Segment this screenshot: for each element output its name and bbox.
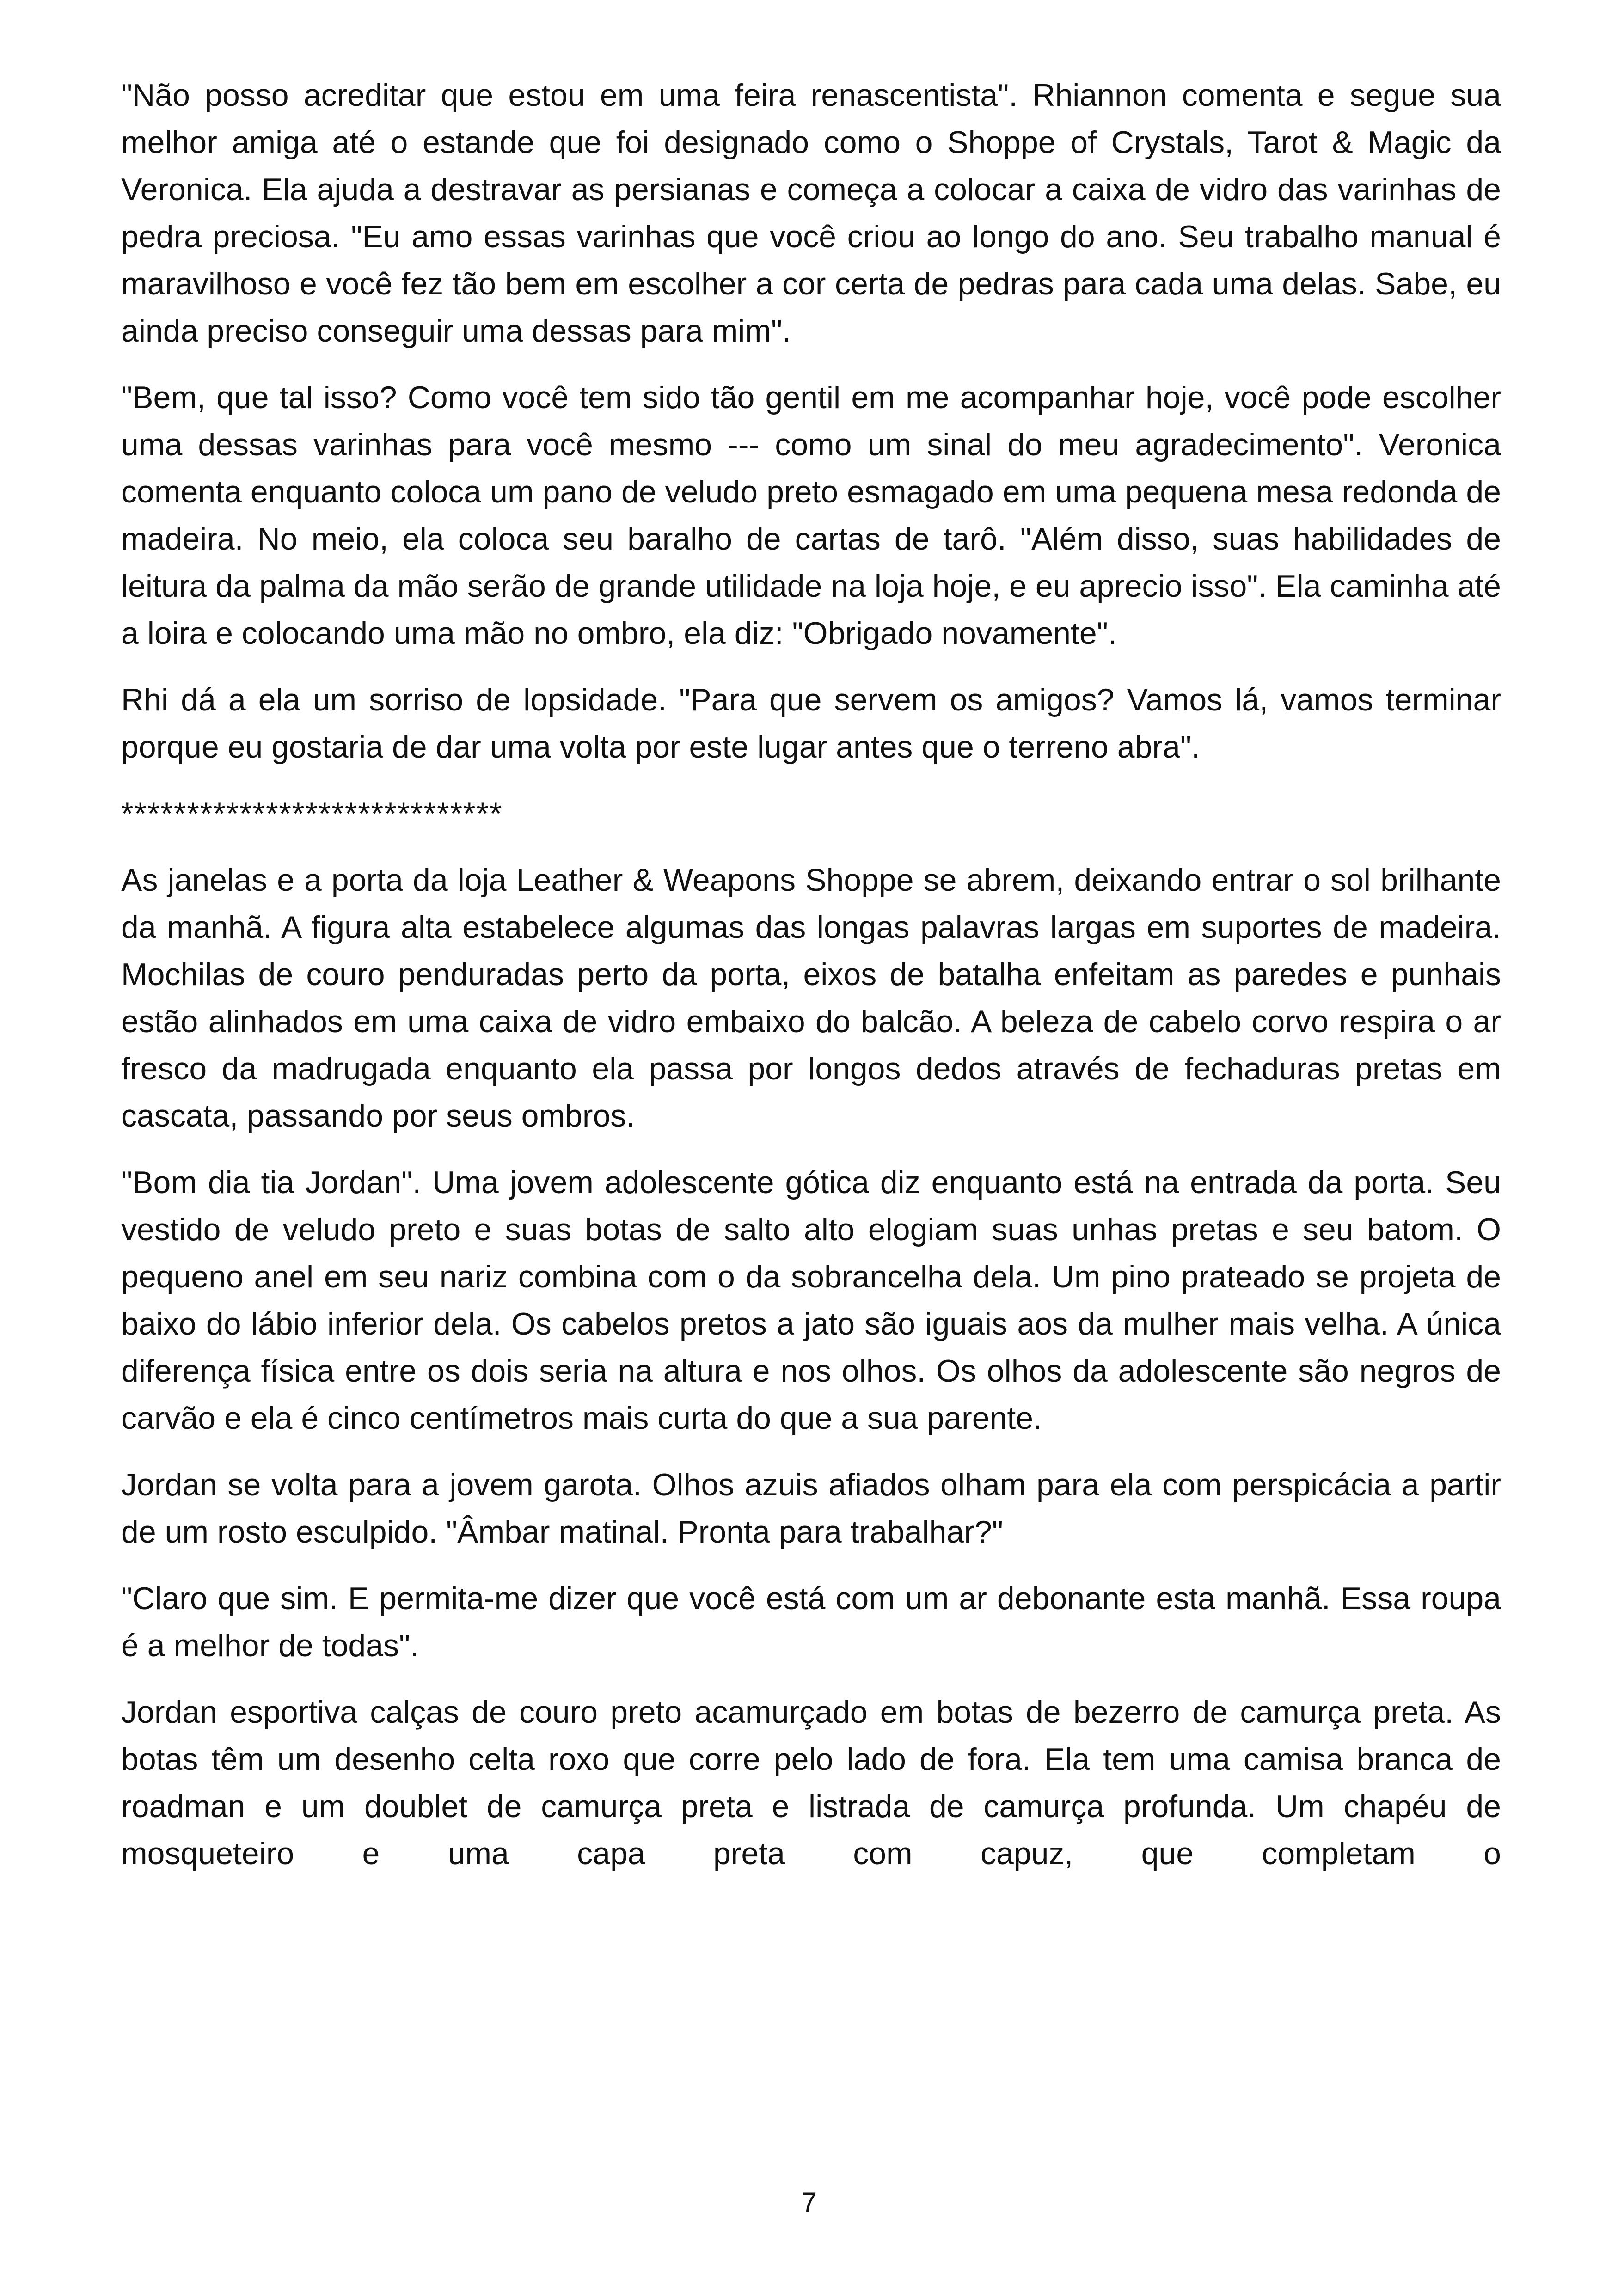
paragraph-6: Jordan se volta para a jovem garota. Olhos azuis afiados olham para ela com perspicácia a partir de um rosto esculpido. "Âmbar matinal. Pronta para trabalhar?" — [121, 1467, 1501, 1549]
section-separator: ***************************** — [121, 796, 503, 831]
page-number: 7 — [801, 2187, 817, 2218]
paragraph-7: "Claro que sim. E permita-me dizer que você está com um ar debonante esta manhã. Essa roupa é a melhor de todas". — [121, 1581, 1501, 1663]
paragraph-8: Jordan esportiva calças de couro preto acamurçado em botas de bezerro de camurça preta. As botas têm um desenho celta roxo que corre pelo lado de fora. Ela tem uma camisa branca de roadman e um doublet de camurça preta e listrada de camurça profunda. Um chapéu de mosqueteiro e uma capa preta com capuz, que completam o — [121, 1695, 1501, 1871]
document-page-body — [121, 72, 1501, 1897]
paragraph-2: "Bem, que tal isso? Como você tem sido tão gentil em me acompanhar hoje, você pode escolher uma dessas varinhas para você mesmo --- como um sinal do meu agradecimento". Veronica comenta enquanto coloca um pano de veludo preto esmagado em uma pequena mesa redonda de madeira. No meio, ela coloca seu baralho de cartas de tarô. "Além disso, suas habilidades de leitura da palma da mão serão de grande utilidade na loja hoje, e eu aprecio isso". Ela caminha até a loira e colocando uma mão no ombro, ela diz: "Obrigado novamente". — [121, 380, 1501, 651]
paragraph-5: "Bom dia tia Jordan". Uma jovem adolescente gótica diz enquanto está na entrada da porta. Seu vestido de veludo preto e suas botas de salto alto elogiam suas unhas pretas e seu batom. O pequeno anel em seu nariz combina com o da sobrancelha dela. Um pino prateado se projeta de baixo do lábio inferior dela. Os cabelos pretos a jato são iguais aos da mulher mais velha. A única diferença física entre os dois seria na altura e nos olhos. Os olhos da adolescente são negros de carvão e ela é cinco centímetros mais curta do que a sua parente. — [121, 1165, 1501, 1436]
paragraph-3: Rhi dá a ela um sorriso de lopsidade. "Para que servem os amigos? Vamos lá, vamos terminar porque eu gostaria de dar uma volta por este lugar antes que o terreno abra". — [121, 682, 1501, 765]
paragraph-4: As janelas e a porta da loja Leather & Weapons Shoppe se abrem, deixando entrar o sol brilhante da manhã. A figura alta estabelece algumas das longas palavras largas em suportes de madeira. Mochilas de couro penduradas perto da porta, eixos de batalha enfeitam as paredes e punhais estão alinhados em uma caixa de vidro embaixo do balcão. A beleza de cabelo corvo respira o ar fresco da madrugada enquanto ela passa por longos dedos através de fechaduras pretas em cascata, passando por seus ombros. — [121, 863, 1501, 1133]
paragraph-1: "Não posso acreditar que estou em uma feira renascentista". Rhiannon comenta e segue sua melhor amiga até o estande que foi designado como o Shoppe of Crystals, Tarot & Magic da Veronica. Ela ajuda a destravar as persianas e começa a colocar a caixa de vidro das varinhas de pedra preciosa. "Eu amo essas varinhas que você criou ao longo do ano. Seu trabalho manual é maravilhoso e você fez tão bem em escolher a cor certa de pedras para cada uma delas. Sabe, eu ainda preciso conseguir uma dessas para mim". — [121, 78, 1501, 349]
